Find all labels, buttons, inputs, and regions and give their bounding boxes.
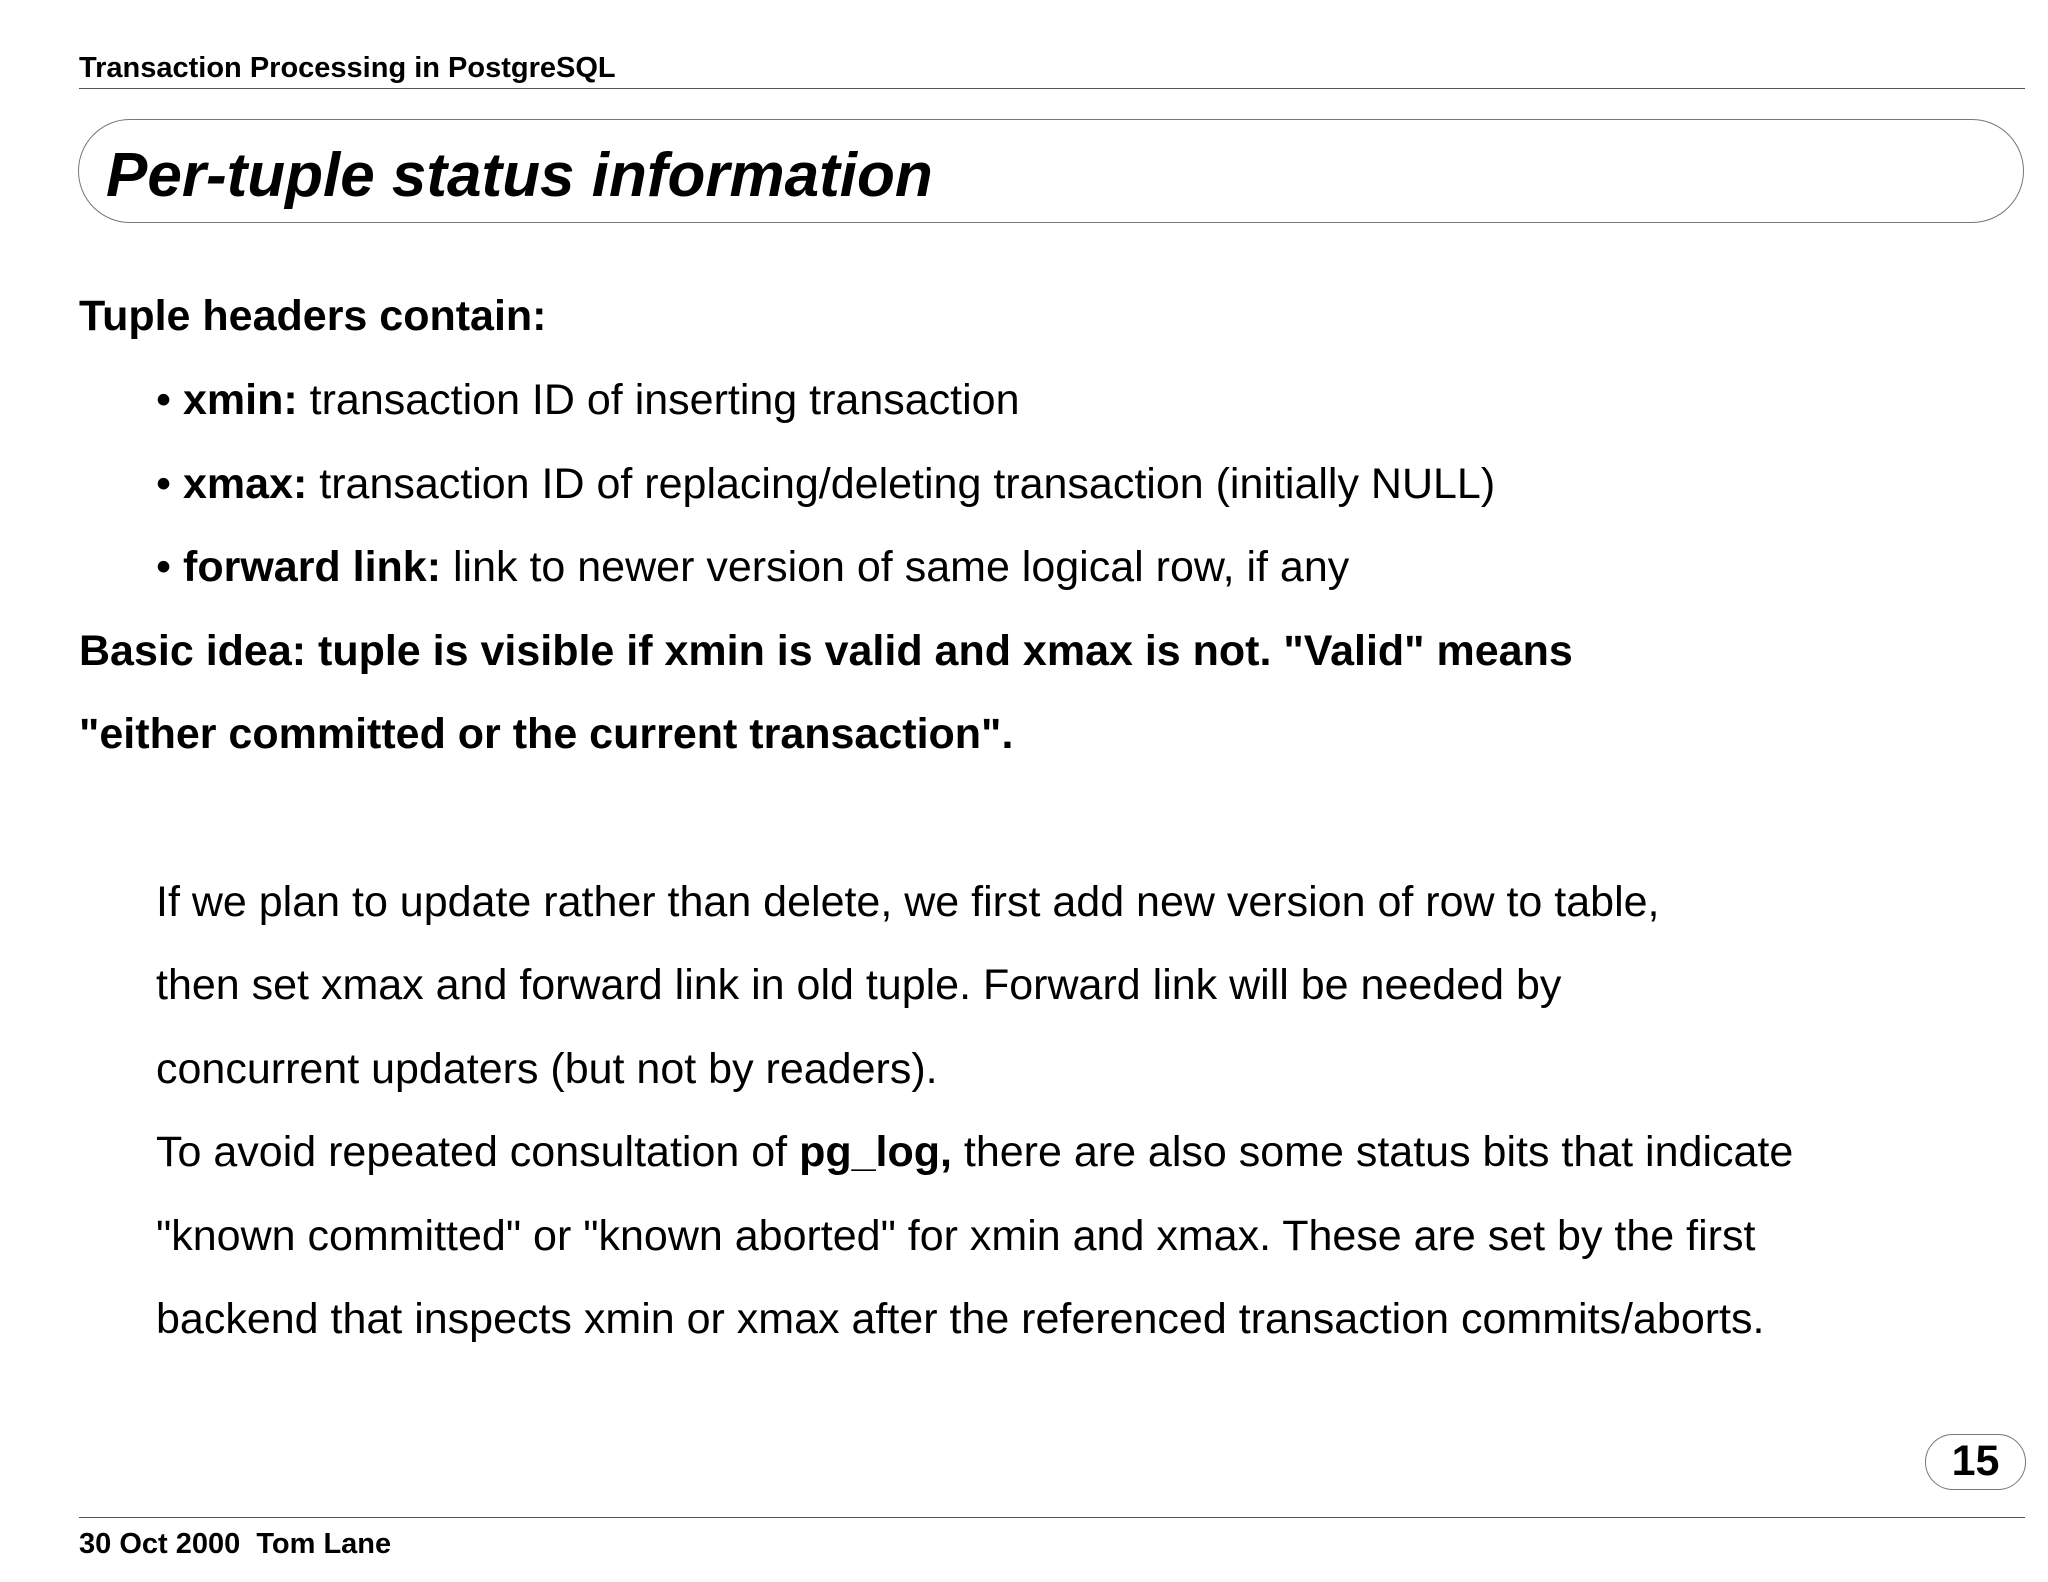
status-para-line-2: "known committed" or "known aborted" for xmin and xmax. These are set by the first	[156, 1212, 1756, 1260]
bullet-text: transaction ID of inserting transaction	[297, 376, 1020, 424]
page-number: 15	[1925, 1434, 2026, 1490]
bullet-term: forward link:	[183, 543, 442, 591]
bullet-text: link to newer version of same logical row, if any	[441, 543, 1350, 591]
running-header: Transaction Processing in PostgreSQL	[79, 52, 616, 84]
footer-credit: 30 Oct 2000 Tom Lane	[79, 1528, 392, 1560]
status-para-text: To avoid repeated consultation of	[156, 1128, 800, 1176]
status-para-text: there are also some status bits that indicate	[951, 1128, 1794, 1176]
slide-title: Per-tuple status information	[106, 141, 933, 210]
status-para-line-3: backend that inspects xmin or xmax after the referenced transaction commits/aborts.	[156, 1295, 1765, 1343]
update-para-line-2: then set xmax and forward link in old tuple. Forward link will be needed by	[156, 961, 1562, 1009]
update-para-line-1: If we plan to update rather than delete, we first add new version of row to table,	[156, 878, 1660, 926]
footer-divider	[79, 1517, 2025, 1518]
status-para-line-1	[156, 1125, 1793, 1179]
basic-idea-line-1: Basic idea: tuple is visible if xmin is valid and xmax is not. "Valid" means	[79, 627, 1573, 675]
bullet-forward-link	[156, 540, 1349, 594]
bullet-text: transaction ID of replacing/deleting transaction (initially NULL)	[307, 460, 1496, 508]
basic-idea-line-2: "either committed or the current transaction".	[79, 710, 1014, 758]
bullet-marker: •	[156, 376, 184, 424]
intro-heading: Tuple headers contain:	[79, 292, 547, 340]
bullet-marker: •	[156, 460, 184, 508]
bullet-marker: •	[156, 543, 184, 591]
bullet-term: xmin:	[183, 376, 298, 424]
pg-log-term: pg_log,	[799, 1128, 952, 1176]
header-divider	[79, 88, 2025, 89]
bullet-xmax	[156, 457, 1495, 511]
bullet-xmin	[156, 373, 1020, 427]
bullet-term: xmax:	[183, 460, 308, 508]
update-para-line-3: concurrent updaters (but not by readers).	[156, 1045, 938, 1093]
